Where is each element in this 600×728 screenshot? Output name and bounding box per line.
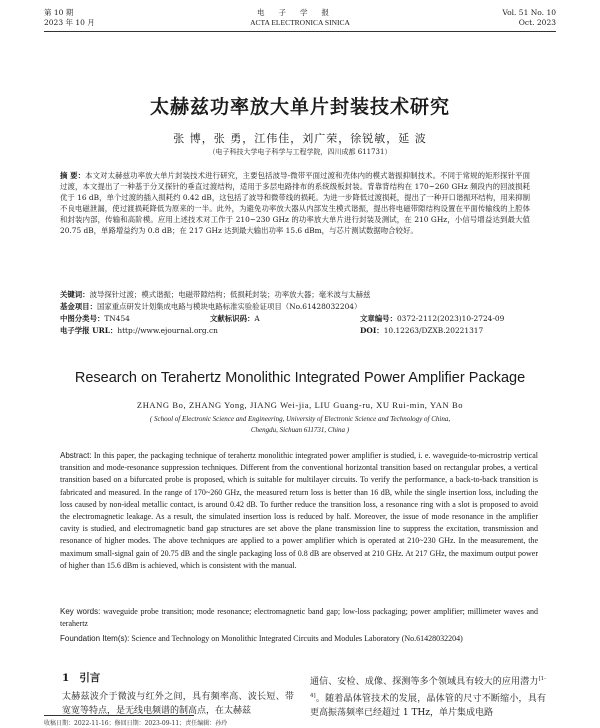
affiliation-en-line-1: ( School of Electronic Science and Engineering, University of Electronic Science and Technology of China, [149, 415, 451, 423]
keywords-en [60, 606, 538, 630]
abstract-cn-label: 摘 要： [60, 171, 86, 180]
fund-en-label: Foundation Item(s): [60, 634, 130, 643]
footnote-received-date: 收稿日期：2022-11-16；修回日期：2023-09-11；责任编辑：孙玲 [44, 720, 228, 727]
keywords-cn [60, 290, 370, 300]
body-right-text-1: 通信、安检、成像、探测等多个领域具有较大的应用潜力 [310, 677, 539, 687]
authors-en: ZHANG Bo, ZHANG Yong, JIANG Wei-jia, LIU Guang-ru, XU Rui-min, YAN Bo [136, 400, 464, 410]
header-issue-date: 2023 年 10 月 [44, 18, 95, 27]
paper-title-cn: 太赫兹功率放大单片封装技术研究 [149, 96, 450, 118]
section-title: 引言 [79, 672, 101, 684]
url-doi-row [60, 326, 530, 336]
body-right-text-2: 。随着晶体管技术的发展，晶体管的尺寸不断缩小，具有更高振荡频率已经超过 1 THz，单片集成电路 [310, 694, 546, 718]
fund-en-text: Science and Technology on Monolithic Integrated Circuits and Modules Laboratory (No.61428032204) [131, 634, 463, 643]
body-column-right [310, 672, 546, 720]
journal-title-en: ACTA ELECTRONICA SINICA [250, 18, 350, 27]
header-issue-number: 第 10 期 [44, 8, 74, 17]
classification-row [60, 314, 530, 324]
clc-label: 中图分类号： [60, 314, 105, 323]
abstract-en-text: In this paper, the packaging technique of terahertz monolithic integrated power amplifier is studied, i. e. waveguide-to-microstrip vertical transition and mode-resonance suppression techniques. Different from the conventional horizontal transition based on rectangular probes, a vertical transition based on a bifurcated probe is proposed, which is suitable for multilayer circuits. To verify the performance, a back-to-back transition is fabricated and measured. In the range of 170~260 GHz, the measured return loss is better than 16 dB, while the single insertion loss, including the loss caused by non-ideal metallic contact, is around 0.42 dB. To further reduce the transition loss, a resonance ring with a slot is proposed to avoid the electromagnetic leakage. As a result, the simulated insertion loss is reduced by half. Moreover, the issue of mode resonance in the amplifier cavity is studied, and electromagnetic band gap structures are set above the plane transmission line to suppress the excitation, transmission and resonance of higher modes. The above techniques are applied to a power amplifier which is operated at 210~230 GHz. In the measurement, the maximum small-signal gain of 20.75 dB and the single packaging loss of 0.8 dB are observed at 210 GHz. At 217 GHz, the maximum output power of higher than 15.6 dBm is achieved, which is consistent with the manual. [60, 451, 539, 570]
keywords-en-text: waveguide probe transition; mode resonance; electromagnetic band gap; low-loss packaging; power amplifier; millimeter waves and terahertz [60, 607, 538, 629]
url-label: 电子学报 URL： [60, 326, 118, 335]
abstract-en [60, 450, 538, 572]
doi-link[interactable]: 10.12263/DZXB.20221317 [383, 326, 484, 335]
fund-en [60, 633, 538, 645]
authors-cn: 张 博，张 勇，江伟佳，刘广荣，徐锐敏，延 波 [173, 132, 427, 145]
citation-ref[interactable]: [1-4] [310, 676, 546, 699]
keywords-en-label: Key words: [60, 607, 101, 616]
fund-cn [60, 302, 361, 312]
affiliation-cn: （电子科技大学电子科学与工程学院，四川成都 611731） [208, 148, 392, 156]
keywords-cn-label: 关键词： [60, 290, 90, 299]
fund-cn-label: 基金项目： [60, 302, 97, 311]
header-rule [44, 31, 556, 32]
header-volume-date: Oct. 2023 [518, 18, 556, 27]
doi-label: DOI： [360, 326, 384, 335]
clc-value: TN454 [104, 314, 130, 323]
section-number: 1 [62, 672, 70, 684]
fund-cn-text: 国家重点研发计划集成电路与模块电路标准实验验证项目（No.61428032204） [96, 302, 362, 311]
journal-url-link[interactable]: http://www.ejournal.org.cn [117, 326, 218, 335]
journal-title-cn: 电子学报 [257, 8, 343, 17]
article-no-label: 文章编号： [360, 314, 397, 323]
header-volume [502, 8, 556, 28]
affiliation-en-line-2: Chengdu, Sichuan 611731, China ) [250, 426, 350, 434]
doccode-label: 文献标识码： [210, 314, 255, 323]
article-no-value: 0372-2112(2023)10-2724-09 [396, 314, 505, 323]
body-column-left: 太赫兹波介于微波与红外之间，具有频率高、波长短、带宽宽等特点，是无线电频谱的制高点，在太赫兹 [62, 692, 294, 716]
paper-title-en: Research on Terahertz Monolithic Integrated Power Amplifier Package [74, 370, 526, 386]
footnote-rule [44, 715, 194, 716]
keywords-cn-text: 波导探针过渡；模式谐振；电磁带隙结构；低损耗封装；功率放大器；毫米波与太赫兹 [89, 290, 371, 299]
doccode-value: A [254, 314, 260, 323]
header-volume-number: Vol. 51 No. 10 [502, 8, 556, 17]
abstract-cn-text: 本文对太赫兹功率放大单片封装技术进行研究，主要包括波导-微带平面过渡和壳体内的模式谐振抑制技术。不同于常规的矩形探针平面过渡，本文提出了一种基于分叉探针的垂直过渡结构，适用于多层电路排布的系统级板封装。背靠背结构在 170~260 GHz 频段内的回波损耗优于 16 dB，单个过渡的插入损耗约 0.42 dB，这包括了波导和微带线的损耗。为进一步降低过渡损耗，提出了一种开口谐振环结构，用来抑制不良电磁泄漏，使过渡损耗降低为原来的一半。此外，为避免功率放大器从内部发生模式谐振，提出将电磁带隙结构设置在平面传输线的上腔体和封装内部，传输和高阶模。应用上述技术对工作于 210~230 GHz 的功率放大单片进行封装及测试，在 210 GHz，小信号增益达到最大值 20.75 dB，单路增益约为 0.8 dB；在 217 GHz 达到最大输出功率 15.6 dBm，与芯片测试数据吻合较好。 [60, 171, 530, 236]
section-heading-introduction [62, 670, 100, 685]
abstract-en-label: Abstract: [60, 451, 92, 460]
abstract-cn [60, 170, 530, 237]
